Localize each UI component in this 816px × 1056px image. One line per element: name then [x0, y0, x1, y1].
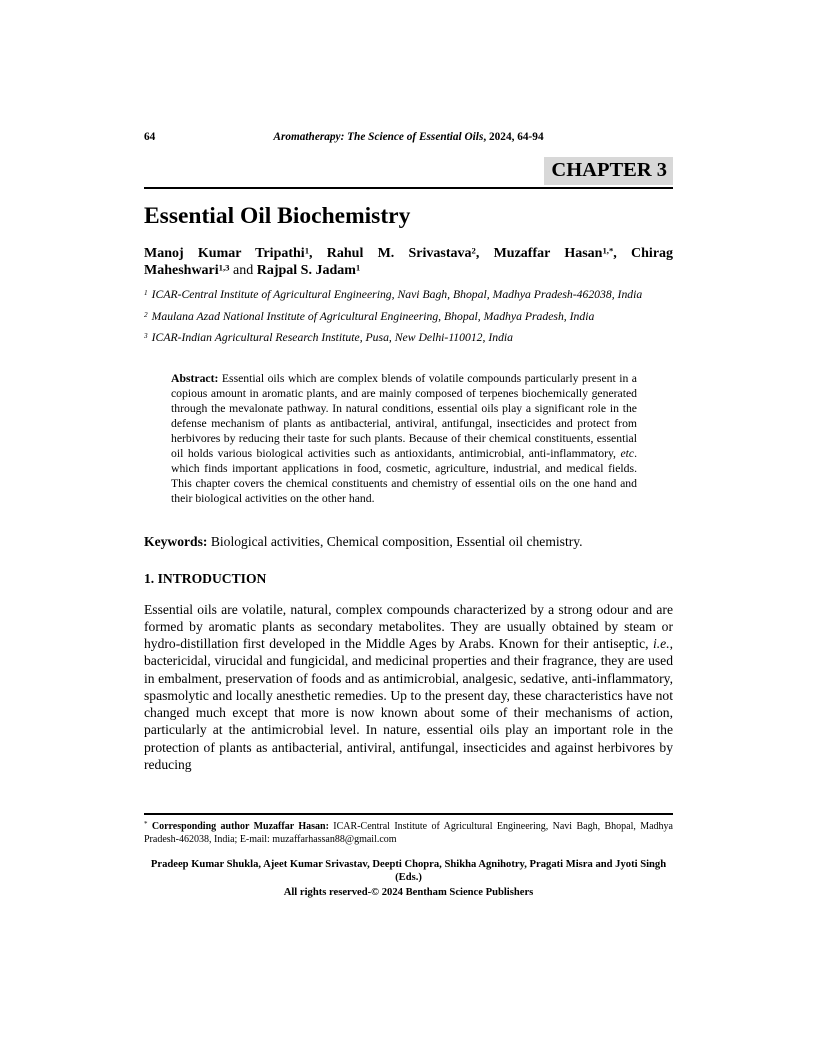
section-heading-introduction: 1. INTRODUCTION	[144, 570, 267, 586]
abstract-etc-italic: etc	[620, 446, 635, 460]
page-footer	[144, 813, 673, 898]
introduction-text-continued: , bactericidal, virucidal and fungicidal, and medicinal properties and their fragrance, they are used in embalment, preservation of foods and as antimicrobial, analgesic, sedative, anti-inflammatory, spasmolytic and locally anesthetic remedies. Up to the present day, these characteristics have not changed much except that more is now known about some of their mechanisms of action, particularly at the antimicrobial level. In nature, essential oils play an important role in the protection of plants as antibacterial, antiviral, antifungal, insecticides and against herbivores by reducing	[144, 636, 673, 772]
affiliation-item	[144, 331, 673, 346]
running-title-italic: Aromatherapy: The Science of Essential Oils	[273, 131, 484, 143]
footnote-label: Corresponding author Muzaffar Hasan:	[147, 821, 329, 833]
affiliation-item	[144, 310, 673, 325]
author-superscript: 1	[355, 262, 361, 273]
chapter-banner	[144, 157, 673, 189]
affiliation-superscript: 2	[144, 310, 148, 319]
author-name: Rahul M. Srivastava	[326, 245, 472, 261]
affiliation-text: ICAR-Indian Agricultural Research Institute, Pusa, New Delhi-110012, India	[151, 331, 514, 345]
author-separator: ,	[309, 245, 327, 261]
author-name: Manoj Kumar Tripathi	[144, 245, 305, 261]
author-name: Rajpal S. Jadam	[256, 262, 356, 278]
editors-line: Pradeep Kumar Shukla, Ajeet Kumar Srivastav, Deepti Chopra, Shikha Agnihotry, Pragati Misra and Jyoti Singh (Eds.)	[150, 858, 667, 884]
running-header	[144, 131, 673, 147]
author-name: Muzaffar Hasan	[493, 245, 603, 261]
footnote-text: ICAR-Central Institute of Agricultural Engineering, Navi Bagh, Bhopal, Madhya Pradesh-462038, India; E-mail: muzaffarhassan88@gmail.com	[144, 821, 673, 845]
keywords-label: Keywords:	[144, 533, 208, 549]
author-separator: ,	[475, 245, 494, 261]
author-superscript: 1,3	[218, 262, 230, 273]
copyright-line: All rights reserved-© 2024 Bentham Science Publishers	[283, 886, 534, 898]
footnote-asterisk: *	[144, 820, 148, 828]
abstract-text-continued: . which finds important applications in food, cosmetic, agriculture, industrial, and medical fields. This chapter covers the chemical constituents and chemistry of essential oils on the one hand and their biological activities on the other hand.	[171, 446, 637, 505]
running-title-suffix: , 2024, 64-94	[483, 131, 544, 143]
authors-conjunction: and	[229, 262, 257, 278]
author-superscript: 1,*	[602, 245, 614, 256]
introduction-paragraph	[144, 601, 673, 774]
affiliation-superscript: 3	[144, 332, 148, 341]
affiliations	[144, 288, 673, 346]
affiliation-item	[144, 288, 673, 303]
chapter-title: Essential Oil Biochemistry	[144, 202, 411, 229]
introduction-ie-italic: i.e.	[652, 636, 670, 651]
keywords-line	[144, 534, 673, 550]
footnote-divider	[144, 813, 673, 815]
author-name: Chirag Maheshwari	[144, 245, 674, 278]
affiliation-text: Maulana Azad National Institute of Agricultural Engineering, Bhopal, Madhya Pradesh, India	[151, 309, 595, 323]
running-title	[144, 131, 673, 143]
abstract-text: Essential oils which are complex blends of volatile compounds particularly present in a copious amount in aromatic plants, and are mainly composed of terpenes biochemically generated through the mevalonate pathway. In natural conditions, essential oils play a significant role in the defense mechanism of plants as antibacterial, antiviral, antifungal, insecticides and protect from herbivores by reducing their taste for such plants. Because of their chemical constituents, essential oil holds various biological activities such as antioxidants, antimicrobial, anti-inflammatory,	[171, 371, 637, 460]
page-content	[144, 131, 673, 773]
introduction-text: Essential oils are volatile, natural, complex compounds characterized by a strong odour and are formed by aromatic plants as secondary metabolites. They are usually obtained by steam or hydro-distillation first developed in the Middle Ages by Arabs. Known for their antiseptic,	[144, 601, 673, 651]
authors-line	[144, 245, 673, 280]
author-superscript: 2	[471, 245, 476, 256]
page-number: 64	[144, 131, 156, 143]
affiliation-superscript: 1	[144, 289, 148, 298]
affiliation-text: ICAR-Central Institute of Agricultural Engineering, Navi Bagh, Bhopal, Madhya Pradesh-462038, India	[151, 288, 643, 302]
chapter-label: CHAPTER 3	[544, 157, 673, 185]
abstract	[171, 372, 637, 507]
keywords-text: Biological activities, Chemical composition, Essential oil chemistry.	[207, 533, 583, 549]
abstract-label: Abstract:	[171, 371, 219, 385]
corresponding-author-note	[144, 820, 673, 847]
author-separator: ,	[613, 245, 632, 261]
author-superscript: 1	[304, 245, 310, 256]
